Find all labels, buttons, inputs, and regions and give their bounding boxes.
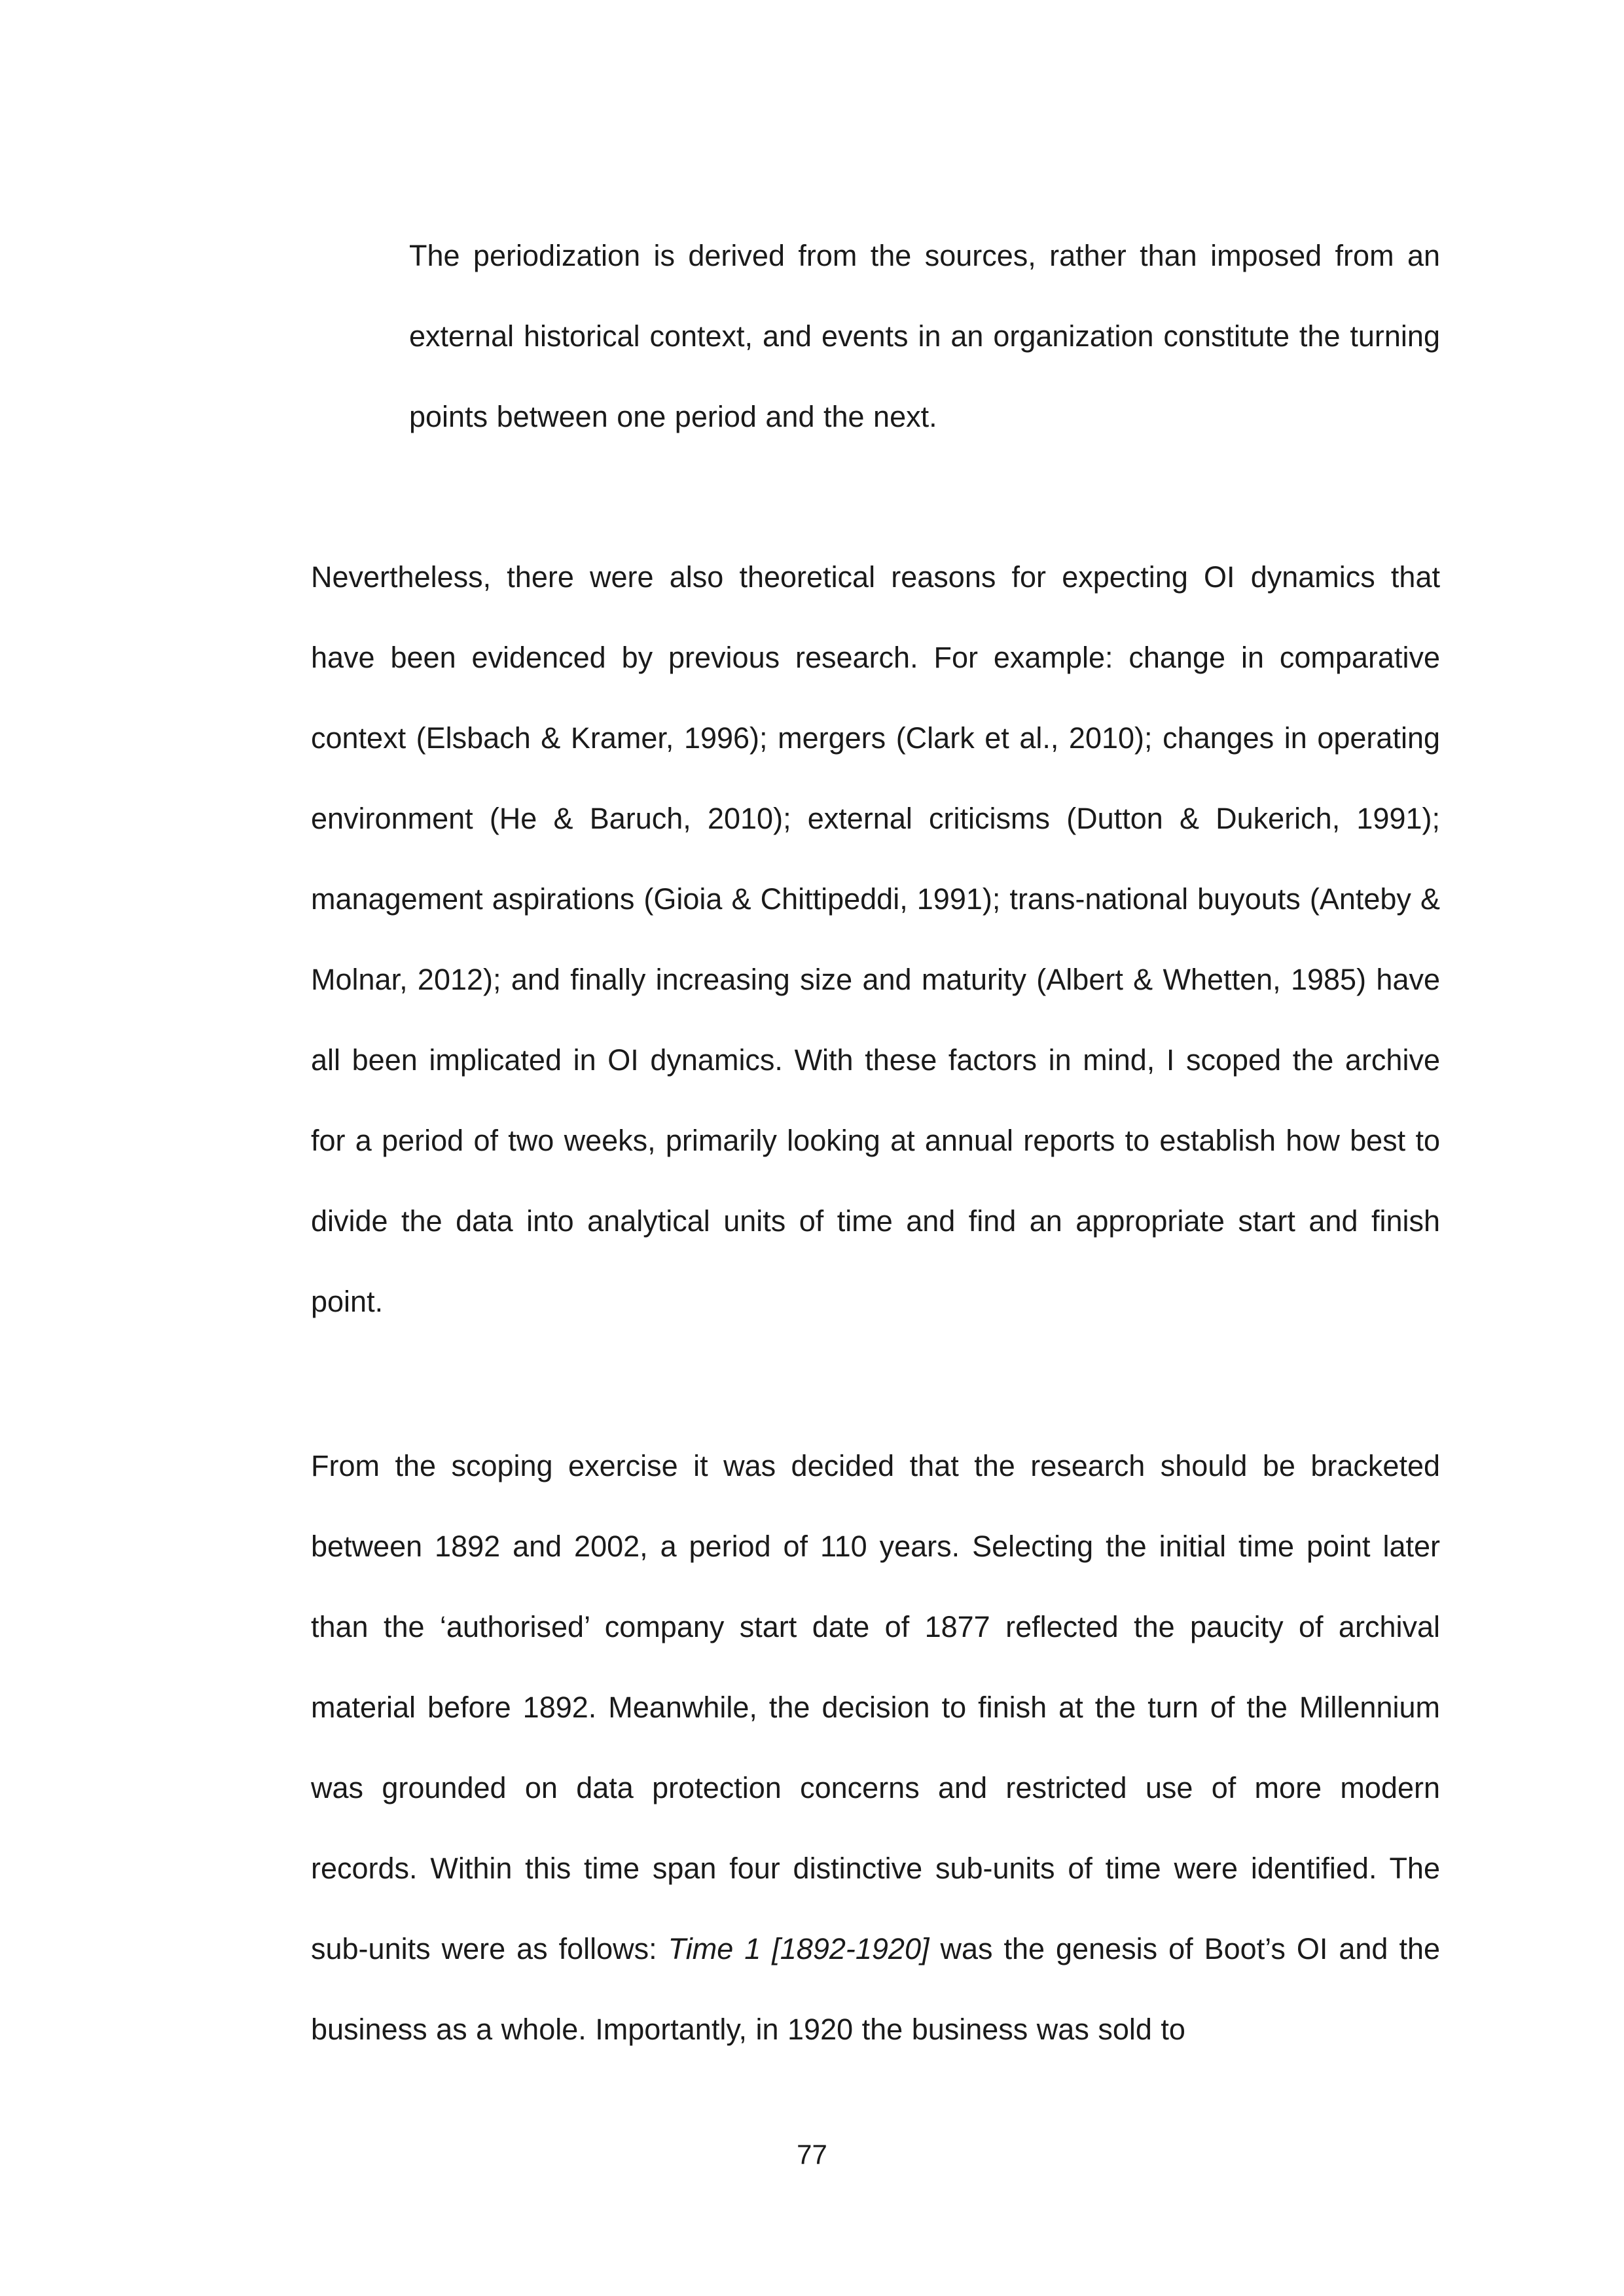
paragraph-2-text-start: From the scoping exercise it was decided that the research should be bracketed between 1892 and 2002, a period of 110 years. Selecting the initial time point later than the ‘authorised’ company start date of 1877 reflected the paucity of archival material before 1892. Meanwhile, the decision to finish at the turn of the Millennium was grounded on data protection concerns and restricted use of more modern records. Within this time span four distinctive sub-units of time were identified. The sub-units were as follows: (311, 1449, 1440, 1965)
body-paragraph-2 (311, 1426, 1440, 2070)
paragraph-2-italic-period: Time 1 [1892-1920] (668, 1932, 929, 1965)
paragraph-2-text-end: was the genesis of Boot’s OI and the business as a whole. Importantly, in 1920 the business was sold to (311, 1932, 1440, 2046)
page-number: 77 (797, 2139, 827, 2170)
body-paragraph-1: Nevertheless, there were also theoretical reasons for expecting OI dynamics that have been evidenced by previous research. For example: change in comparative context (Elsbach & Kramer, 1996); mergers (Clark et al., 2010); changes in operating environment (He & Baruch, 2010); external criticisms (Dutton & Dukerich, 1991); management aspirations (Gioia & Chittipeddi, 1991); trans-national buyouts (Anteby & Molnar, 2012); and finally increasing size and maturity (Albert & Whetten, 1985) have all been implicated in OI dynamics. With these factors in mind, I scoped the archive for a period of two weeks, primarily looking at annual reports to establish how best to divide the data into analytical units of time and find an appropriate start and finish point. (311, 560, 1440, 1318)
block-quote: The periodization is derived from the sources, rather than imposed from an external historical context, and events in an organization constitute the turning points between one period and the next. (409, 239, 1440, 433)
